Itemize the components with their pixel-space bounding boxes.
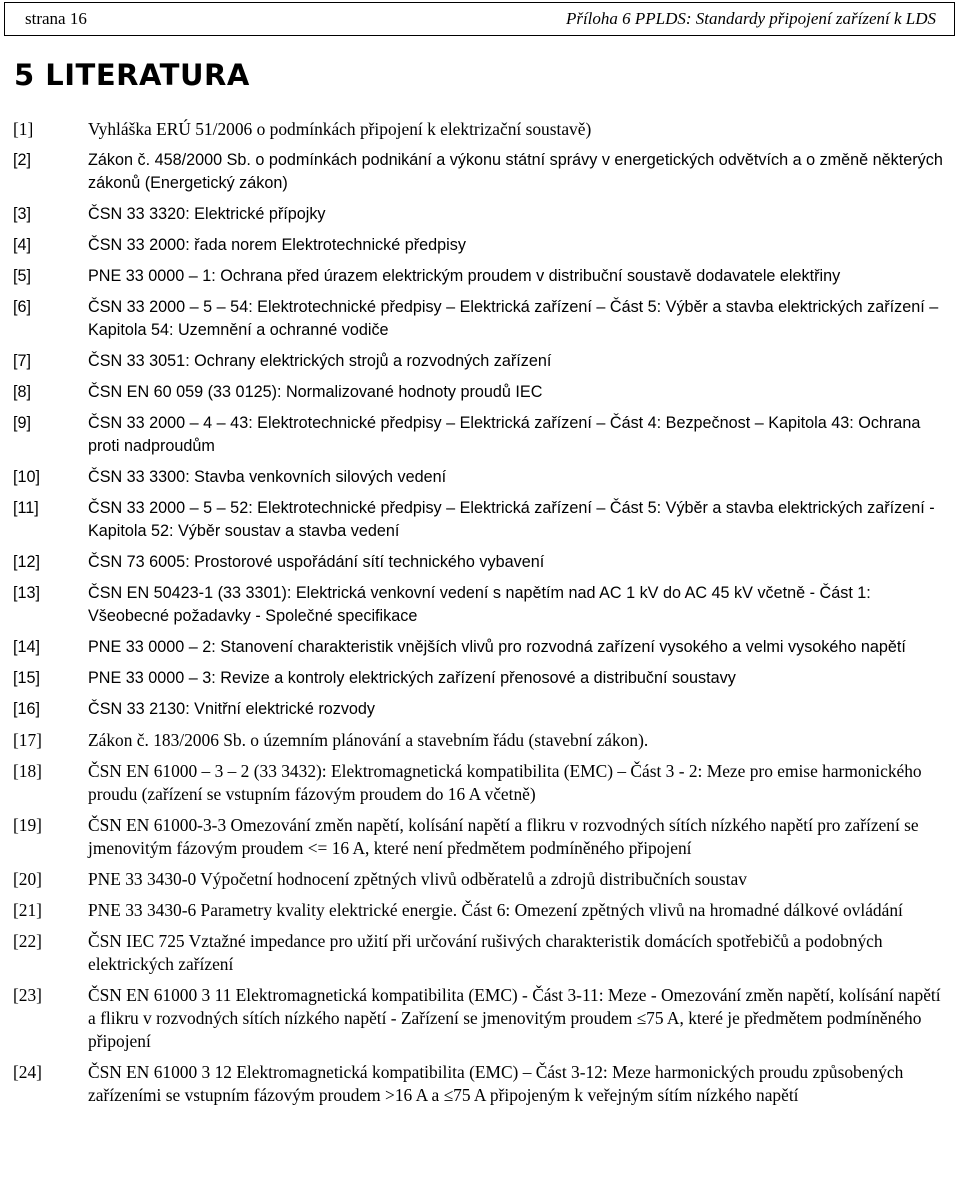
reference-text: PNE 33 0000 – 3: Revize a kontroly elektrických zařízení přenosové a distribuční soustavy (88, 669, 736, 687)
reference-item (0, 118, 960, 141)
reference-number: [20] (13, 869, 42, 889)
reference-item (0, 412, 960, 458)
reference-text: Vyhláška ERÚ 51/2006 o podmínkách připojení k elektrizační soustavě) (88, 119, 592, 139)
reference-item (0, 551, 960, 574)
reference-text: ČSN IEC 725 Vztažné impedance pro užití při určování rušivých charakteristik domácích spotřebičů a podobných elektrických zařízení (88, 931, 883, 974)
reference-item (0, 1061, 960, 1107)
reference-text: ČSN 33 2000 – 5 – 54: Elektrotechnické předpisy – Elektrická zařízení – Část 5: Výběr a stavba elektrických zařízení – Kapitola 54: Uzemnění a ochranné vodiče (88, 298, 939, 339)
reference-number: [12] (13, 553, 41, 571)
reference-number: [13] (13, 584, 41, 602)
reference-number: [9] (13, 414, 31, 432)
reference-number: [3] (13, 205, 31, 223)
reference-item (0, 868, 960, 891)
reference-item (0, 667, 960, 690)
reference-number: [5] (13, 267, 31, 285)
reference-text: ČSN EN 61000 3 12 Elektromagnetická kompatibilita (EMC) – Část 3-12: Meze harmonických proudu způsobených zařízeními se vstupním fázovým proudem >16 A a ≤75 A připojeným k veřejným sítím nízkého napětí (88, 1062, 904, 1105)
reference-item (0, 149, 960, 195)
reference-number: [10] (13, 468, 41, 486)
reference-text: ČSN 33 3300: Stavba venkovních silových vedení (88, 468, 447, 486)
reference-number: [23] (13, 985, 42, 1005)
reference-text: ČSN EN 61000 3 11 Elektromagnetická kompatibilita (EMC) - Část 3-11: Meze - Omezování změn napětí, kolísání napětí a flikru v rozvodných sítích nízkého napětí - Zařízení se jmenovitým proudem ≤75 A, které je předmětem podmíněného připojení (88, 985, 941, 1051)
reference-text: ČSN 33 3051: Ochrany elektrických strojů a rozvodných zařízení (88, 352, 552, 370)
reference-text: PNE 33 0000 – 1: Ochrana před úrazem elektrickým proudem v distribuční soustavě dodavatele elektřiny (88, 267, 841, 285)
reference-number: [2] (13, 151, 31, 169)
reference-text: ČSN 33 2000 – 4 – 43: Elektrotechnické předpisy – Elektrická zařízení – Část 4: Bezpečnost – Kapitola 43: Ochrana proti nadproudům (88, 414, 921, 455)
reference-text: ČSN EN 61000-3-3 Omezování změn napětí, kolísání napětí a flikru v rozvodných sítích nízkého napětí pro zařízení se jmenovitým fázovým proudem <= 16 A, které není předmětem podmíněného připojení (88, 815, 919, 858)
reference-number: [14] (13, 638, 41, 656)
reference-text: ČSN 73 6005: Prostorové uspořádání sítí technického vybavení (88, 553, 545, 571)
document-title: Příloha 6 PPLDS: Standardy připojení zařízení k LDS (565, 9, 936, 28)
reference-text: Zákon č. 458/2000 Sb. o podmínkách podnikání a výkonu státní správy v energetických odvětvích a o změně některých zákonů (Energetický zákon) (88, 151, 943, 192)
reference-number: [4] (13, 236, 31, 254)
reference-number: [1] (13, 119, 34, 139)
reference-number: [15] (13, 669, 41, 687)
reference-item (0, 729, 960, 752)
reference-item (0, 636, 960, 659)
reference-number: [6] (13, 298, 31, 316)
reference-text: ČSN EN 50423-1 (33 3301): Elektrická venkovní vedení s napětím nad AC 1 kV do AC 45 kV včetně - Část 1: Všeobecné požadavky - Společné specifikace (88, 584, 871, 625)
reference-number: [17] (13, 730, 42, 750)
reference-item (0, 760, 960, 806)
reference-number: [16] (13, 700, 41, 718)
reference-list (0, 118, 960, 1115)
reference-number: [8] (13, 383, 31, 401)
reference-text: ČSN EN 61000 – 3 – 2 (33 3432): Elektromagnetická kompatibilita (EMC) – Část 3 - 2: Meze pro emise harmonického proudu (zařízení se vstupním fázovým proudem do 16 A včetně) (88, 761, 922, 804)
page-header (4, 2, 955, 36)
reference-number: [7] (13, 352, 31, 370)
reference-item (0, 814, 960, 860)
reference-text: ČSN 33 2000: řada norem Elektrotechnické předpisy (88, 236, 466, 254)
reference-number: [22] (13, 931, 42, 951)
reference-text: PNE 33 3430-6 Parametry kvality elektrické energie. Část 6: Omezení zpětných vlivů na hromadné dálkové ovládání (88, 900, 903, 920)
reference-item (0, 350, 960, 373)
reference-item (0, 984, 960, 1053)
reference-number: [24] (13, 1062, 42, 1082)
reference-number: [18] (13, 761, 42, 781)
reference-text: PNE 33 0000 – 2: Stanovení charakteristik vnějších vlivů pro rozvodná zařízení vysokého a velmi vysokého napětí (88, 638, 906, 656)
reference-item (0, 930, 960, 976)
reference-item (0, 296, 960, 342)
reference-number: [11] (13, 499, 39, 517)
reference-item (0, 698, 960, 721)
reference-item (0, 466, 960, 489)
section-title: 5 LITERATURA (14, 58, 250, 92)
reference-number: [21] (13, 900, 42, 920)
reference-item (0, 582, 960, 628)
reference-item (0, 899, 960, 922)
reference-item (0, 234, 960, 257)
reference-text: ČSN 33 2130: Vnitřní elektrické rozvody (88, 700, 376, 718)
page-number: strana 16 (25, 9, 87, 28)
reference-text: Zákon č. 183/2006 Sb. o územním plánování a stavebním řádu (stavební zákon). (88, 730, 649, 750)
reference-item (0, 265, 960, 288)
reference-item (0, 497, 960, 543)
reference-text: PNE 33 3430-0 Výpočetní hodnocení zpětných vlivů odběratelů a zdrojů distribučních soustav (88, 869, 747, 889)
reference-text: ČSN EN 60 059 (33 0125): Normalizované hodnoty proudů IEC (88, 383, 543, 401)
reference-item (0, 203, 960, 226)
reference-item (0, 381, 960, 404)
reference-text: ČSN 33 3320: Elektrické přípojky (88, 205, 326, 223)
reference-number: [19] (13, 815, 42, 835)
reference-text: ČSN 33 2000 – 5 – 52: Elektrotechnické předpisy – Elektrická zařízení – Část 5: Výběr a stavba elektrických zařízení - Kapitola 52: Výběr soustav a stavba vedení (88, 499, 935, 540)
